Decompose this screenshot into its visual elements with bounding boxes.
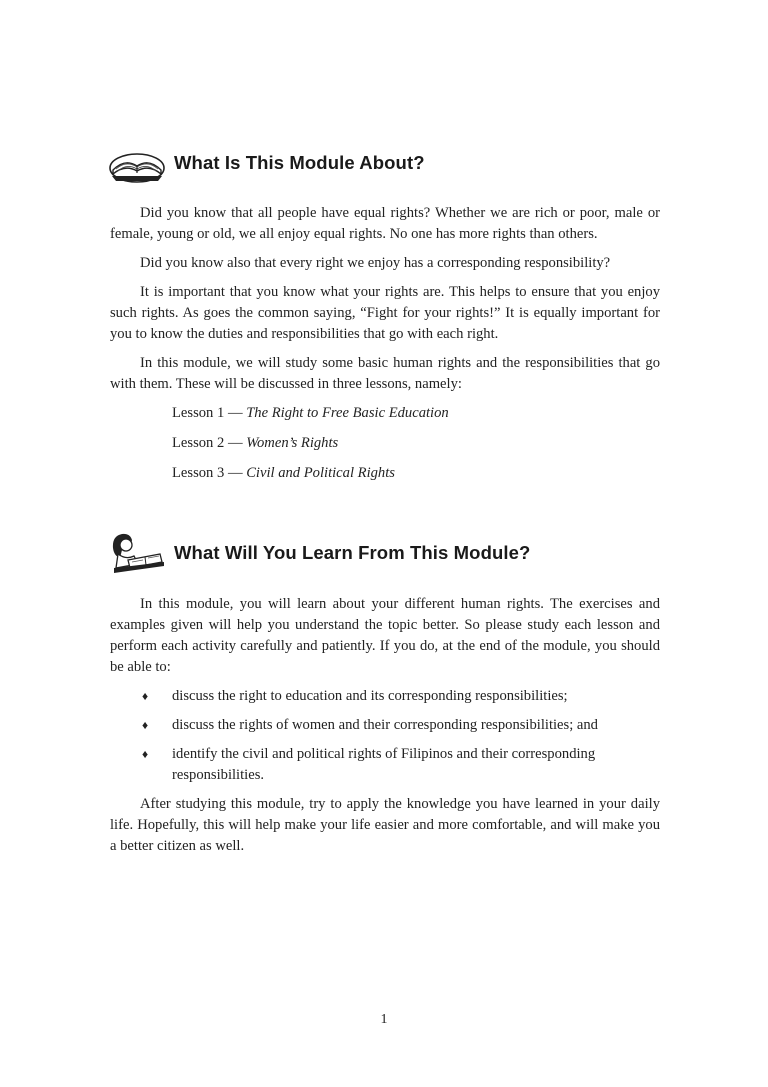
lesson-title: The Right to Free Basic Education (246, 405, 449, 421)
objective-text: discuss the right to education and its corresponding responsibilities; (172, 688, 568, 704)
objective-item (110, 744, 660, 786)
objective-text: discuss the rights of women and their corresponding responsibilities; and (172, 717, 598, 733)
lesson-item (172, 463, 660, 484)
objective-item (110, 715, 660, 736)
diamond-bullet-icon: ♦ (142, 689, 149, 703)
lesson-title: Women’s Rights (246, 435, 339, 451)
section-body-learn (110, 594, 660, 865)
lesson-label: Lesson 2 — (172, 435, 247, 451)
section-heading-learn (108, 530, 530, 576)
paragraph: Did you know that all people have equal rights? Whether we are rich or poor, male or female, young or old, we all enjoy equal rights. No one has more rights than others. (110, 205, 660, 242)
objective-text: identify the civil and political rights of Filipinos and their corresponding responsibilities. (172, 746, 596, 783)
diamond-bullet-icon: ♦ (142, 718, 149, 732)
open-book-icon (108, 140, 166, 186)
section-title-learn: What Will You Learn From This Module? (174, 542, 531, 563)
lesson-list (110, 403, 660, 484)
paragraph: In this module, you will learn about your different human rights. The exercises and examples given will help you understand the topic better. So please study each lesson and perform each activity carefully and patiently. If you do, at the end of the module, you should be able to: (110, 596, 660, 675)
section-title-about: What Is This Module About? (174, 152, 425, 173)
page-number: 1 (380, 1012, 388, 1027)
objective-item (110, 686, 660, 707)
paragraph: In this module, we will study some basic human rights and the responsibilities that go with them. These will be discussed in three lessons, namely: (110, 355, 660, 392)
lesson-label: Lesson 1 — (172, 405, 247, 421)
paragraph: Did you know also that every right we enjoy has a corresponding responsibility? (140, 255, 611, 271)
lesson-title: Civil and Political Rights (246, 465, 395, 481)
section-heading-about (108, 140, 425, 186)
student-reading-icon (108, 530, 166, 576)
diamond-bullet-icon: ♦ (142, 747, 149, 761)
lesson-label: Lesson 3 — (172, 465, 247, 481)
section-body-about (110, 203, 660, 493)
paragraph: After studying this module, try to apply the knowledge you have learned in your daily life. Hopefully, this will help make your life easier and more comfortable, and will make you a better citizen as well. (110, 796, 660, 854)
paragraph: It is important that you know what your rights are. This helps to ensure that you enjoy such rights. As goes the common saying, “Fight for your rights!” It is equally important for you to know the duties and responsibilities that go with each right. (110, 284, 660, 342)
lesson-item (172, 403, 660, 424)
objective-list (110, 686, 660, 786)
lesson-item (172, 433, 660, 454)
